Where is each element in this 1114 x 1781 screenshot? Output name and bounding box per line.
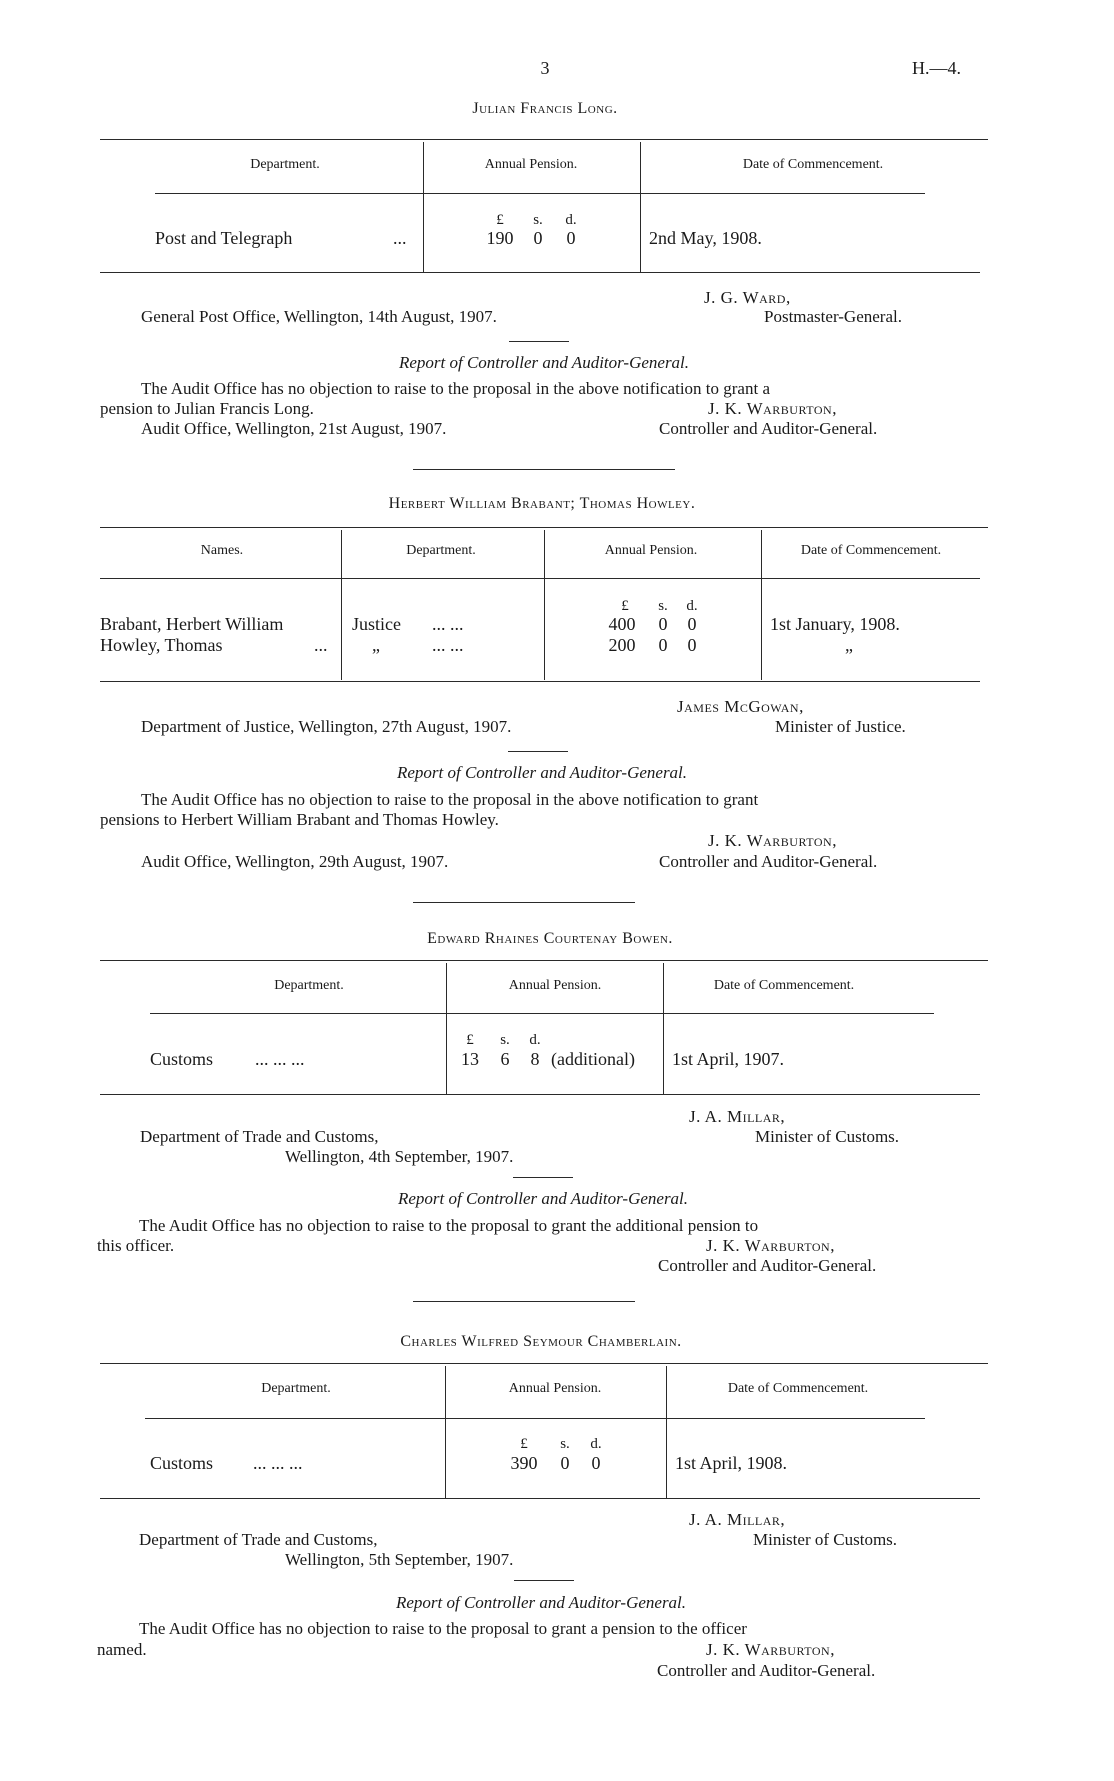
row-department: Customs [150,1049,214,1069]
shillings-label: s. [533,212,543,228]
signer-title: Minister of Customs. [753,1530,898,1549]
signer-title: Minister of Justice. [775,717,906,736]
pension-pence: 0 [687,614,697,634]
report-text-line2: pension to Julian Francis Long. [100,399,314,418]
leader-dots: ... ... [432,614,464,634]
auditor-name: J. K. Warburton, [706,1640,835,1659]
leader-dots: ... [314,635,328,655]
pound-sign: £ [621,598,629,614]
pension-pounds: 390 [510,1453,538,1473]
leader-dots: ... ... [432,635,464,655]
column-divider [666,1366,667,1498]
pension-pounds: 400 [608,614,636,634]
pension-shillings: 0 [658,635,668,655]
pension-pence: 0 [591,1453,601,1473]
shillings-label: s. [500,1032,510,1048]
pension-note: (additional) [551,1049,635,1069]
header-date: Date of Commencement. [742,157,884,172]
table-bottom-rule [100,1498,980,1499]
signer-name: J. A. Millar, [689,1510,786,1529]
auditor-title: Controller and Auditor-General. [659,852,878,871]
pence-label: d. [565,212,577,228]
header-rule [100,578,980,579]
header-annual-pension: Annual Pension. [484,157,578,172]
signer-name: J. A. Millar, [689,1107,786,1126]
pension-pence: 0 [687,635,697,655]
table-bottom-rule [100,681,980,682]
row-date: 1st April, 1908. [675,1453,788,1473]
pound-sign: £ [466,1032,474,1048]
header-annual-pension: Annual Pension. [508,1381,602,1396]
pension-shillings: 6 [500,1049,510,1069]
report-text-line1: The Audit Office has no objection to raise to the proposal in the above notification to grant a [141,379,770,398]
report-text-line1: The Audit Office has no objection to raise to the proposal to grant a pension to the officer [139,1619,747,1638]
row-name: Brabant, Herbert William [100,614,284,634]
header-department: Department. [406,543,476,558]
report-text-line1: The Audit Office has no objection to raise to the proposal in the above notification to grant [141,790,759,809]
audit-office-dateline: Audit Office, Wellington, 29th August, 1907. [141,852,449,871]
table-bottom-rule [100,272,980,273]
column-divider [445,1366,446,1498]
table-top-rule [100,960,988,961]
header-rule [150,1013,934,1014]
header-department: Department. [250,157,320,172]
page-code: H.—4. [912,58,961,78]
column-divider [761,530,762,680]
report-text-line2: pensions to Herbert William Brabant and Thomas Howley. [100,810,499,829]
column-divider [640,142,641,272]
header-annual-pension: Annual Pension. [508,978,602,993]
short-rule [508,751,568,752]
report-heading: Report of Controller and Auditor-General. [396,763,688,782]
header-rule [145,1418,925,1419]
office-dateline-line1: Department of Trade and Customs, [140,1127,379,1146]
office-dateline-line1: Department of Trade and Customs, [139,1530,378,1549]
row-date: 1st January, 1908. [770,614,900,634]
header-date: Date of Commencement. [727,1381,869,1396]
header-date: Date of Commencement. [713,978,855,993]
leader-dots: ... ... ... [255,1049,305,1069]
office-dateline-line2: Wellington, 5th September, 1907. [285,1550,514,1569]
report-heading: Report of Controller and Auditor-General. [395,1593,687,1612]
pound-sign: £ [496,212,504,228]
section-title: Edward Rhaines Courtenay Bowen. [427,930,673,947]
auditor-name: J. K. Warburton, [708,831,837,850]
pension-shillings: 0 [533,228,543,248]
short-rule [514,1580,574,1581]
pension-pounds: 13 [461,1049,479,1069]
row-department: Justice [352,614,401,634]
signer-title: Minister of Customs. [755,1127,900,1146]
office-dateline-line2: Wellington, 4th September, 1907. [285,1147,514,1166]
table-bottom-rule [100,1094,980,1095]
signer-title: Postmaster-General. [764,307,902,326]
column-divider [544,530,545,680]
office-dateline: General Post Office, Wellington, 14th August, 1907. [141,307,497,326]
section-title: Julian Francis Long. [472,100,618,117]
auditor-title: Controller and Auditor-General. [659,419,878,438]
pension-pounds: 190 [486,228,514,248]
row-department-ditto: „ [372,635,380,655]
pence-label: d. [686,598,698,614]
shillings-label: s. [658,598,668,614]
pound-sign: £ [520,1436,528,1452]
pension-shillings: 0 [560,1453,570,1473]
report-text-line2: named. [97,1640,147,1659]
row-department: Post and Telegraph [155,228,293,248]
row-date-ditto: „ [845,635,853,655]
table-top-rule [100,139,988,140]
report-text-line2: this officer. [97,1236,175,1255]
table-top-rule [100,1363,988,1364]
auditor-title: Controller and Auditor-General. [657,1661,876,1680]
row-date: 2nd May, 1908. [649,228,762,248]
pension-pence: 0 [566,228,576,248]
office-dateline: Department of Justice, Wellington, 27th August, 1907. [141,717,512,736]
header-date: Date of Commencement. [800,543,942,558]
header-names: Names. [200,543,244,558]
section-separator [413,469,675,470]
header-department: Department. [274,978,344,993]
row-name: Howley, Thomas [100,635,223,655]
signer-name: James McGowan, [677,697,804,716]
shillings-label: s. [560,1436,570,1452]
header-rule [155,193,925,194]
column-divider [663,963,664,1094]
pension-pounds: 200 [608,635,636,655]
column-divider [446,963,447,1094]
page-number: 3 [540,58,550,78]
auditor-name: J. K. Warburton, [708,399,837,418]
pension-pence: 8 [530,1049,540,1069]
section-separator [413,1301,635,1302]
auditor-title: Controller and Auditor-General. [658,1256,877,1275]
report-text-line1: The Audit Office has no objection to raise to the proposal to grant the additional pension to [139,1216,759,1235]
header-department: Department. [261,1381,331,1396]
column-divider [423,142,424,272]
table-top-rule [100,527,988,528]
leader-dots: ... [393,228,407,248]
signer-name: J. G. Ward, [704,288,791,307]
section-title: Herbert William Brabant; Thomas Howley. [388,495,696,512]
pence-label: d. [529,1032,541,1048]
pension-shillings: 0 [658,614,668,634]
audit-office-dateline: Audit Office, Wellington, 21st August, 1907. [141,419,447,438]
report-heading: Report of Controller and Auditor-General. [398,353,690,372]
pence-label: d. [590,1436,602,1452]
column-divider [341,530,342,680]
short-rule [509,341,569,342]
row-department: Customs [150,1453,214,1473]
report-heading: Report of Controller and Auditor-General. [397,1189,689,1208]
leader-dots: ... ... ... [253,1453,303,1473]
short-rule [513,1177,573,1178]
auditor-name: J. K. Warburton, [706,1236,835,1255]
header-annual-pension: Annual Pension. [604,543,698,558]
section-separator [413,902,635,903]
section-title: Charles Wilfred Seymour Chamberlain. [400,1333,682,1350]
row-date: 1st April, 1907. [672,1049,785,1069]
